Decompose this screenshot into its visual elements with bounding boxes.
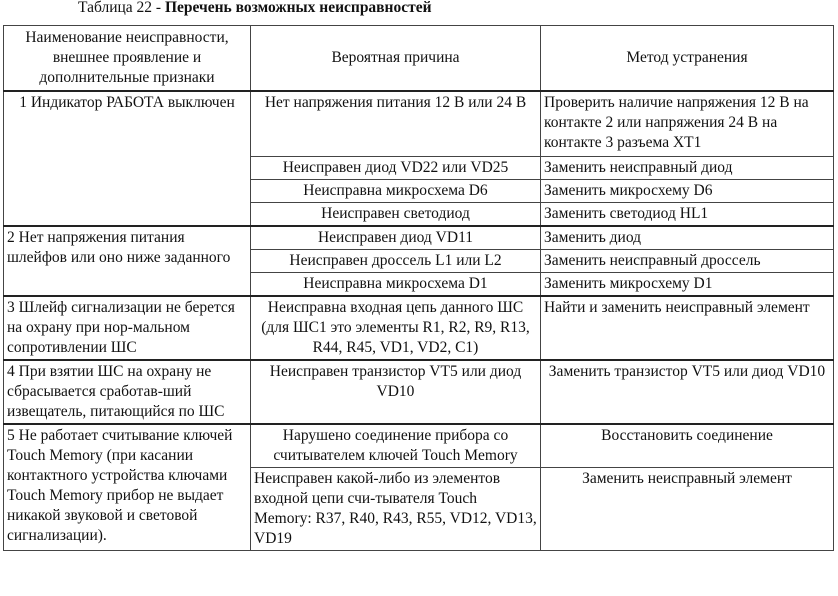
fix-cell: Проверить наличие напряжения 12 В на контакте 2 или напряжения 24 В на контакте 3 разъема ХТ1 <box>541 91 834 157</box>
table-row <box>4 424 834 468</box>
fault-cell: 4 При взятии ШС на охрану не сбрасывается сработав-ший извещатель, питающийся по ШС <box>4 360 251 424</box>
caption-prefix: Таблица 22 - <box>78 0 162 16</box>
cause-cell: Нет напряжения питания 12 В или 24 В <box>251 91 541 157</box>
cause-cell: Нарушено соединение прибора со считывателем ключей Touch Memory <box>251 424 541 468</box>
cause-cell: Неисправен какой-либо из элементов входной цепи счи-тывателя Touch Memory: R37, R40, R43, R55, VD12, VD13, VD19 <box>251 468 541 551</box>
header-fault: Наименование неисправности, внешнее проявление и дополнительные признаки <box>4 26 251 92</box>
header-row <box>4 26 834 92</box>
fix-cell: Заменить неисправный элемент <box>541 468 834 551</box>
fault-cell: 5 Не работает считывание ключей Touch Memory (при касании контактного устройства ключами Touch Memory прибор не выдает никакой звуковой и световой сигнализации). <box>4 424 251 551</box>
cause-cell: Неисправна микросхема D6 <box>251 180 541 203</box>
fix-cell: Заменить неисправный диод <box>541 157 834 180</box>
table-caption <box>78 0 432 17</box>
faults-table <box>3 25 834 551</box>
fix-cell: Заменить микросхему D1 <box>541 273 834 297</box>
cause-cell: Неисправен светодиод <box>251 203 541 227</box>
fault-cell: 3 Шлейф сигнализации не берется на охрану при нор-мальном сопротивлении ШС <box>4 296 251 360</box>
cause-cell: Неисправна микросхема D1 <box>251 273 541 297</box>
fix-cell: Заменить светодиод HL1 <box>541 203 834 227</box>
fault-cell: 2 Нет напряжения питания шлейфов или оно ниже заданного <box>4 226 251 296</box>
caption-title: Перечень возможных неисправностей <box>164 0 432 16</box>
table-row <box>4 91 834 157</box>
cause-cell: Неисправен диод VD11 <box>251 226 541 250</box>
table-row <box>4 360 834 424</box>
cause-cell: Неисправен диод VD22 или VD25 <box>251 157 541 180</box>
fix-cell: Заменить неисправный дроссель <box>541 250 834 273</box>
fault-cell: 1 Индикатор РАБОТА выключен <box>4 91 251 226</box>
cause-cell: Неисправен транзистор VT5 или диод VD10 <box>251 360 541 424</box>
fix-cell: Заменить диод <box>541 226 834 250</box>
fix-cell: Восстановить соединение <box>541 424 834 468</box>
header-fix: Метод устранения <box>541 26 834 92</box>
table-row <box>4 226 834 250</box>
table-row <box>4 296 834 360</box>
cause-cell: Неисправен дроссель L1 или L2 <box>251 250 541 273</box>
cause-cell: Неисправна входная цепь данного ШС (для ШС1 это элементы R1, R2, R9, R13, R44, R45, VD1, VD2, C1) <box>251 296 541 360</box>
fix-cell: Заменить микросхему D6 <box>541 180 834 203</box>
fix-cell: Заменить транзистор VT5 или диод VD10 <box>541 360 834 424</box>
fix-cell: Найти и заменить неисправный элемент <box>541 296 834 360</box>
header-cause: Вероятная причина <box>251 26 541 92</box>
